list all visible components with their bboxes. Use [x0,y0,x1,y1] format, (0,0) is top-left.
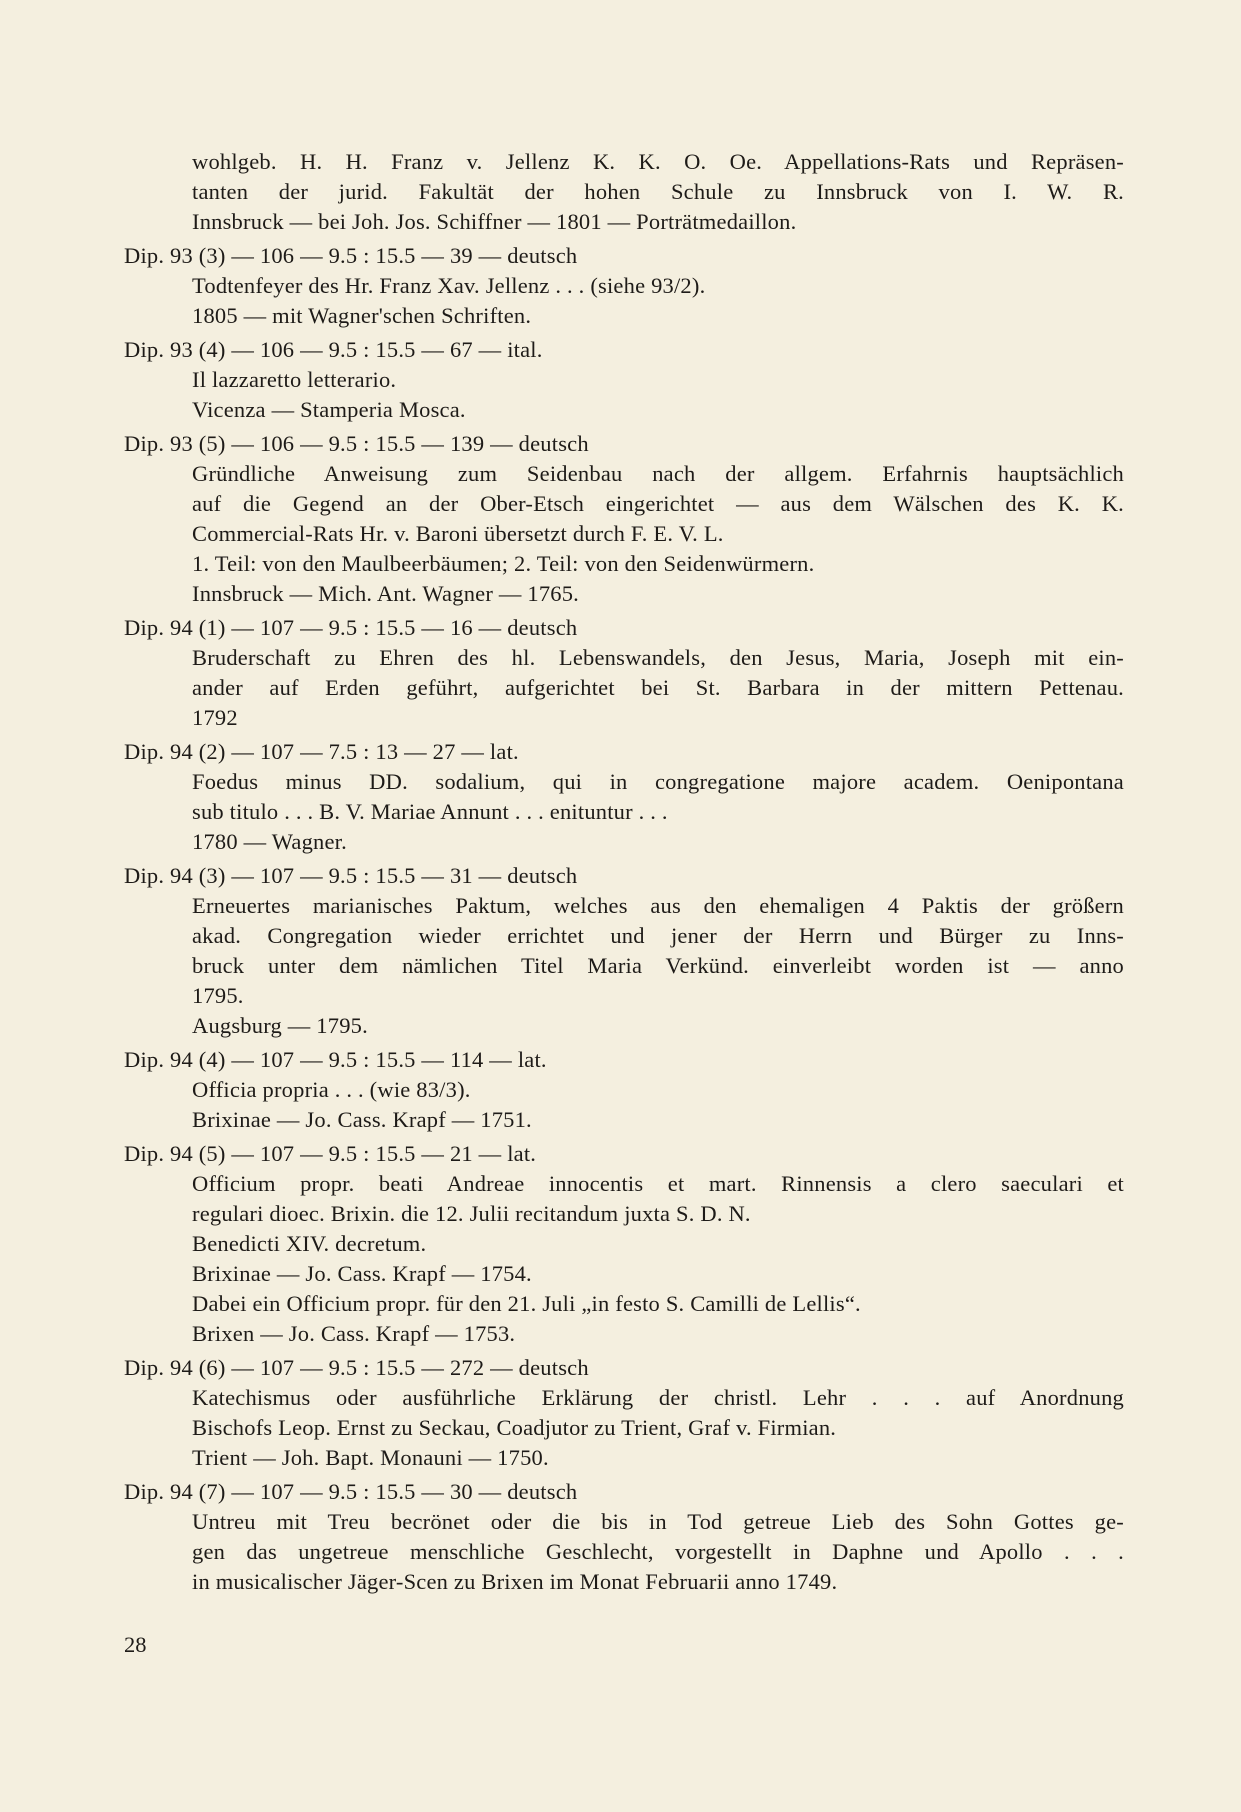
entry-text-line: Officium propr. beati Andreae innocentis et mart. Rinnensis a clero saeculari et [192,1171,1124,1196]
entry-text-line: bruck unter dem nämlichen Titel Maria Verkünd. einverleibt worden ist — anno [192,953,1124,978]
entry-text-line: Commercial-Rats Hr. v. Baroni übersetzt durch F. E. V. L. [192,521,724,546]
intro-line: Innsbruck — bei Joh. Jos. Schiffner — 1801 — Porträtmedaillon. [192,209,797,234]
entry-text-line: akad. Congregation wieder errichtet und jener der Herrn und Bürger zu Inns- [192,923,1124,948]
entry-list [124,241,1124,1597]
entry-text-line: gen das ungetreue menschliche Geschlecht, vorgestellt in Daphne und Apollo . . . [192,1539,1124,1564]
entry-text-line: Brixinae — Jo. Cass. Krapf — 1751. [192,1107,532,1132]
entry-text-line: sub titulo . . . B. V. Mariae Annunt . . . enituntur . . . [192,799,668,824]
catalog-entry [124,1477,1124,1597]
entry-heading: Dip. 93 (5) — 106 — 9.5 : 15.5 — 139 — deutsch [124,431,589,456]
entry-text-line: in musicalischer Jäger-Scen zu Brixen im Monat Februarii anno 1749. [192,1569,838,1594]
entry-heading: Dip. 94 (5) — 107 — 9.5 : 15.5 — 21 — lat. [124,1141,537,1166]
entry-heading: Dip. 94 (6) — 107 — 9.5 : 15.5 — 272 — deutsch [124,1355,589,1380]
entry-text-line: Bischofs Leop. Ernst zu Seckau, Coadjutor zu Trient, Graf v. Firmian. [192,1415,837,1440]
entry-text-line: regulari dioec. Brixin. die 12. Julii recitandum juxta S. D. N. [192,1201,751,1226]
page-number: 28 [124,1632,147,1657]
entry-heading: Dip. 94 (2) — 107 — 7.5 : 13 — 27 — lat. [124,739,519,764]
catalog-entry [124,1139,1124,1349]
catalog-entry [124,737,1124,857]
entry-text-line: Il lazzaretto letterario. [192,367,397,392]
catalog-entry [124,861,1124,1041]
catalog-entry [124,1045,1124,1135]
intro-block [124,147,1124,237]
entry-text-line: Dabei ein Officium propr. für den 21. Juli „in festo S. Camilli de Lellis“. [192,1291,861,1316]
intro-line: tanten der jurid. Fakultät der hohen Schule zu Innsbruck von I. W. R. [192,179,1124,204]
entry-text-line: Benedicti XIV. decretum. [192,1231,427,1256]
entry-text-line: 1795. [192,983,244,1008]
catalog-entry [124,335,1124,425]
entry-text-line: 1792 [192,705,238,730]
entry-text-line: Augsburg — 1795. [192,1013,368,1038]
intro-line: wohlgeb. H. H. Franz v. Jellenz K. K. O. Oe. Appellations-Rats und Repräsen- [192,149,1124,174]
entry-text-line: 1805 — mit Wagner'schen Schriften. [192,303,532,328]
entry-text-line: Gründliche Anweisung zum Seidenbau nach der allgem. Erfahrnis hauptsächlich [192,461,1124,486]
entry-text-line: 1780 — Wagner. [192,829,347,854]
catalog-entry [124,429,1124,609]
entry-heading: Dip. 94 (7) — 107 — 9.5 : 15.5 — 30 — deutsch [124,1479,578,1504]
entry-text-line: Officia propria . . . (wie 83/3). [192,1077,471,1102]
entry-text-line: Innsbruck — Mich. Ant. Wagner — 1765. [192,581,579,606]
entry-text-line: Brixen — Jo. Cass. Krapf — 1753. [192,1321,516,1346]
entry-heading: Dip. 94 (4) — 107 — 9.5 : 15.5 — 114 — lat. [124,1047,547,1072]
entry-text-line: Foedus minus DD. sodalium, qui in congregatione majore academ. Oenipontana [192,769,1124,794]
entry-text-line: Brixinae — Jo. Cass. Krapf — 1754. [192,1261,532,1286]
catalog-entry [124,613,1124,733]
entry-text-line: Katechismus oder ausführliche Erklärung der christl. Lehr . . . auf Anordnung [192,1385,1124,1410]
entry-text-line: 1. Teil: von den Maulbeerbäumen; 2. Teil: von den Seidenwürmern. [192,551,815,576]
entry-text-line: Erneuertes marianisches Paktum, welches aus den ehemaligen 4 Paktis der größern [192,893,1124,918]
entry-text-line: Vicenza — Stamperia Mosca. [192,397,466,422]
catalog-entry [124,1353,1124,1473]
entry-text-line: Untreu mit Treu becrönet oder die bis in Tod getreue Lieb des Sohn Gottes ge- [192,1509,1124,1534]
entry-heading: Dip. 93 (3) — 106 — 9.5 : 15.5 — 39 — deutsch [124,243,578,268]
entry-text-line: Trient — Joh. Bapt. Monauni — 1750. [192,1445,549,1470]
entry-text-line: Bruderschaft zu Ehren des hl. Lebenswandels, den Jesus, Maria, Joseph mit ein- [192,645,1124,670]
entry-heading: Dip. 93 (4) — 106 — 9.5 : 15.5 — 67 — ital. [124,337,543,362]
entry-heading: Dip. 94 (1) — 107 — 9.5 : 15.5 — 16 — deutsch [124,615,578,640]
entry-text-line: Todtenfeyer des Hr. Franz Xav. Jellenz . . . (siehe 93/2). [192,273,706,298]
entry-heading: Dip. 94 (3) — 107 — 9.5 : 15.5 — 31 — deutsch [124,863,578,888]
entry-text-line: ander auf Erden geführt, aufgerichtet bei St. Barbara in der mittern Pettenau. [192,675,1124,700]
entry-text-line: auf die Gegend an der Ober-Etsch eingerichtet — aus dem Wälschen des K. K. [192,491,1124,516]
catalog-text [124,147,1124,1597]
catalog-entry [124,241,1124,331]
